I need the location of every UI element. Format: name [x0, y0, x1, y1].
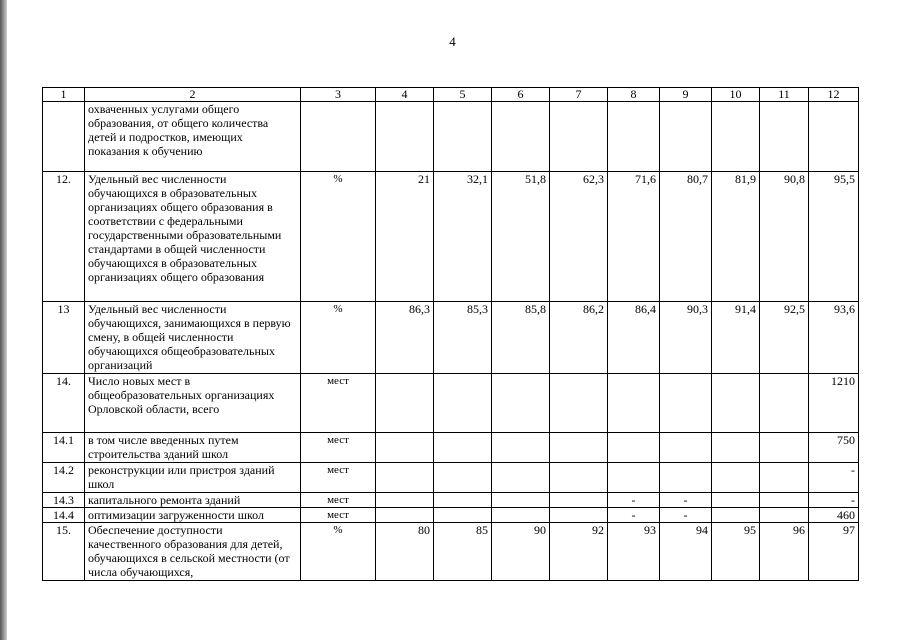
header-cell: 3	[301, 88, 376, 102]
row-number: 14.	[43, 374, 85, 433]
header-row	[43, 88, 859, 102]
row-value	[376, 374, 434, 433]
row-value	[660, 463, 712, 493]
row-value	[712, 102, 760, 172]
row-value	[492, 374, 550, 433]
row-number: 15.	[43, 523, 85, 581]
row-number: 14.2	[43, 463, 85, 493]
row-value	[434, 508, 492, 523]
header-cell: 1	[43, 88, 85, 102]
row-description: реконструкции или пристроя зданий школ	[85, 463, 301, 493]
scan-edge-shadow	[0, 0, 7, 640]
row-description: в том числе введенных путем строительства зданий школ	[85, 433, 301, 463]
row-unit: %	[301, 302, 376, 374]
row-value	[712, 374, 760, 433]
row-value	[434, 493, 492, 508]
row-value: -	[809, 463, 859, 493]
row-value: 93,6	[809, 302, 859, 374]
row-value	[434, 463, 492, 493]
table-row	[43, 302, 859, 374]
row-value	[550, 433, 608, 463]
row-value: 81,9	[712, 172, 760, 302]
row-value: 71,6	[608, 172, 660, 302]
header-cell: 4	[376, 88, 434, 102]
row-value	[712, 463, 760, 493]
row-value: 94	[660, 523, 712, 581]
row-number	[43, 102, 85, 172]
table-row	[43, 172, 859, 302]
row-value: 32,1	[434, 172, 492, 302]
row-value	[550, 374, 608, 433]
header-cell: 2	[85, 88, 301, 102]
table-row	[43, 102, 859, 172]
row-value	[376, 102, 434, 172]
row-value	[760, 102, 809, 172]
header-cell: 12	[809, 88, 859, 102]
row-number: 14.3	[43, 493, 85, 508]
table-row	[43, 374, 859, 433]
header-cell: 10	[712, 88, 760, 102]
row-unit: %	[301, 172, 376, 302]
row-value: 85	[434, 523, 492, 581]
row-value: 1210	[809, 374, 859, 433]
row-value: -	[608, 493, 660, 508]
row-number: 14.4	[43, 508, 85, 523]
row-value	[492, 102, 550, 172]
header-cell: 9	[660, 88, 712, 102]
row-description: Удельный вес численности обучающихся в образовательных организациях общего образования в соответствии с федеральными государственными образовательными стандартами в общей численности обучающихся в образовательных организациях общего образования	[85, 172, 301, 302]
row-value: 96	[760, 523, 809, 581]
header-cell: 6	[492, 88, 550, 102]
header-cell: 8	[608, 88, 660, 102]
row-value	[492, 463, 550, 493]
row-value: -	[660, 493, 712, 508]
row-value: -	[608, 508, 660, 523]
row-description: оптимизации загруженности школ	[85, 508, 301, 523]
row-value	[760, 463, 809, 493]
row-value: 90,8	[760, 172, 809, 302]
row-unit: мест	[301, 433, 376, 463]
row-value	[660, 433, 712, 463]
row-value	[760, 493, 809, 508]
row-value	[376, 508, 434, 523]
table-row	[43, 433, 859, 463]
row-description: Число новых мест в общеобразовательных организациях Орловской области, всего	[85, 374, 301, 433]
row-value	[492, 493, 550, 508]
row-value: 92	[550, 523, 608, 581]
row-value: 51,8	[492, 172, 550, 302]
row-unit: %	[301, 523, 376, 581]
row-value	[809, 102, 859, 172]
row-value: 97	[809, 523, 859, 581]
row-value: 92,5	[760, 302, 809, 374]
row-value: 86,3	[376, 302, 434, 374]
row-value: 80	[376, 523, 434, 581]
row-value: 85,8	[492, 302, 550, 374]
row-value	[660, 102, 712, 172]
row-unit: мест	[301, 493, 376, 508]
row-value	[550, 493, 608, 508]
row-value	[608, 463, 660, 493]
row-value	[550, 463, 608, 493]
row-number: 14.1	[43, 433, 85, 463]
row-value	[712, 508, 760, 523]
row-description: охваченных услугами общего образования, от общего количества детей и подростков, имеющих показания к обучению	[85, 102, 301, 172]
row-value	[608, 433, 660, 463]
row-value	[608, 374, 660, 433]
row-value	[376, 463, 434, 493]
table-row	[43, 523, 859, 581]
indicators-table	[42, 87, 859, 581]
row-value: 750	[809, 433, 859, 463]
row-unit	[301, 102, 376, 172]
row-value: 90,3	[660, 302, 712, 374]
page-number: 4	[449, 34, 456, 49]
row-value	[434, 374, 492, 433]
row-value	[376, 493, 434, 508]
row-value: 62,3	[550, 172, 608, 302]
row-value: 460	[809, 508, 859, 523]
row-value: 80,7	[660, 172, 712, 302]
row-value: -	[809, 493, 859, 508]
row-value: 95	[712, 523, 760, 581]
row-value	[660, 374, 712, 433]
row-unit: мест	[301, 463, 376, 493]
row-value: 86,4	[608, 302, 660, 374]
row-value	[434, 433, 492, 463]
row-value: 95,5	[809, 172, 859, 302]
row-value	[376, 433, 434, 463]
row-description: Удельный вес численности обучающихся, занимающихся в первую смену, в общей численности обучающихся общеобразовательных организаций	[85, 302, 301, 374]
row-description: капитального ремонта зданий	[85, 493, 301, 508]
table-row	[43, 493, 859, 508]
row-value	[434, 102, 492, 172]
row-value	[550, 102, 608, 172]
row-value	[760, 433, 809, 463]
row-number: 13	[43, 302, 85, 374]
row-number: 12.	[43, 172, 85, 302]
row-description: Обеспечение доступности качественного образования для детей, обучающихся в сельской местности (от числа обучающихся,	[85, 523, 301, 581]
row-unit: мест	[301, 374, 376, 433]
row-value	[712, 493, 760, 508]
table-row	[43, 508, 859, 523]
row-value	[492, 433, 550, 463]
table-row	[43, 463, 859, 493]
row-value: 86,2	[550, 302, 608, 374]
row-value: -	[660, 508, 712, 523]
row-value	[760, 508, 809, 523]
row-value	[492, 508, 550, 523]
row-value	[608, 102, 660, 172]
row-value: 91,4	[712, 302, 760, 374]
header-cell: 11	[760, 88, 809, 102]
row-value: 21	[376, 172, 434, 302]
row-value: 85,3	[434, 302, 492, 374]
row-value	[712, 433, 760, 463]
row-value: 93	[608, 523, 660, 581]
row-value: 90	[492, 523, 550, 581]
header-cell: 5	[434, 88, 492, 102]
row-value	[760, 374, 809, 433]
row-unit: мест	[301, 508, 376, 523]
row-value	[550, 508, 608, 523]
header-cell: 7	[550, 88, 608, 102]
